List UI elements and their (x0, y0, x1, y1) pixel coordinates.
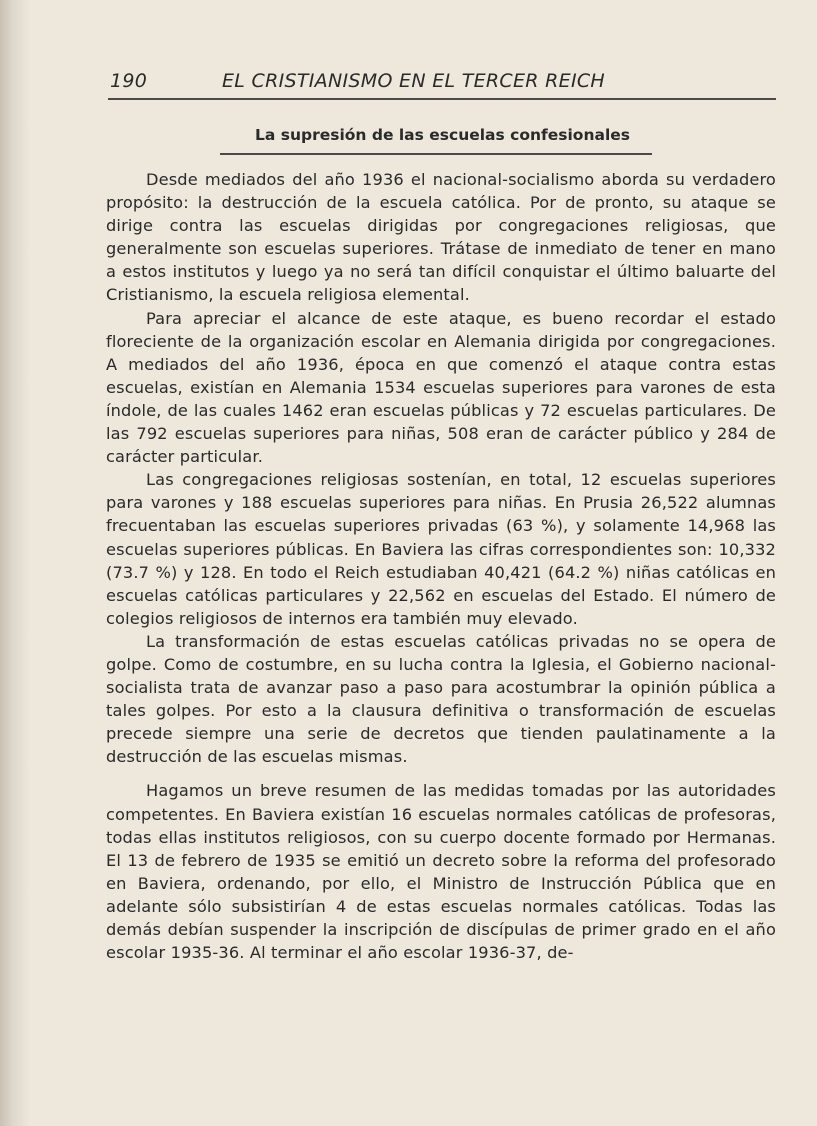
paragraph-1: Desde mediados del año 1936 el nacional-socialismo aborda su verdadero propósito: la destrucción de la escuela católica. Por de pronto, su ataque se dirige contra las escuelas dirigidas por congregaciones religiosas, que generalmente son escuelas superiores. Trátase de inmediato de tener en mano a estos institutos y luego ya no será tan difícil conquistar el último baluarte del Cristianismo, la escuela religiosa elemental. (106, 170, 776, 305)
paragraph-2: Para apreciar el alcance de este ataque, es bueno recordar el estado floreciente de la organización escolar en Alemania dirigida por congregaciones. A mediados del año 1936, época en que comenzó el ataque contra estas escuelas, existían en Alemania 1534 escuelas superiores para varones de esta índole, de las cuales 1462 eran escuelas públicas y 72 escuelas particulares. De las 792 escuelas superiores para niñas, 508 eran de carácter público y 284 de carácter particular. (106, 308, 776, 467)
paragraph-5: Hagamos un breve resumen de las medidas tomadas por las autoridades competentes. En Baviera existían 16 escuelas normales católicas de profesoras, todas ellas institutos religiosos, con su cuerpo docente formado por Hermanas. El 13 de febrero de 1935 se emitió un decreto sobre la reforma del profesorado en Baviera, ordenando, por ello, el Ministro de Instrucción Pública que en adelante sólo subsistirían 4 de estas escuelas normales católicas. Todas las demás debían suspender la inscripción de discípulas de primer grado en el año escolar 1935-36. Al terminar el año escolar 1936-37, de- (106, 781, 776, 963)
book-binding-shadow (0, 0, 30, 1126)
page-header (110, 70, 775, 94)
paragraph-4: La transformación de estas escuelas católicas privadas no se opera de golpe. Como de costumbre, en su lucha contra la Iglesia, el Gobierno nacional-socialista trata de avanzar paso a paso para acostumbrar la opinión pública a tales golpes. Por esto a la clausura definitiva o transformación de escuelas precede siempre una serie de decretos que tienden paulatinamente a la destrucción de las escuelas mismas. (106, 631, 776, 767)
page-number: 190 (110, 70, 148, 92)
header-rule (108, 98, 776, 100)
paragraph-3: Las congregaciones religiosas sostenían, en total, 12 escuelas superiores para varones y 188 escuelas superiores para niñas. En Prusia 26,522 alumnas frecuentaban las escuelas superiores privadas (63 %), y solamente 14,968 las escuelas superiores públicas. En Baviera las cifras correspondientes son: 10,332 (73.7 %) y 128. En todo el Reich estudiaban 40,421 (64.2 %) niñas católicas en escuelas católicas particulares y 22,562 en escuelas del Estado. El número de colegios religiosos de internos era también muy elevado. (106, 470, 776, 628)
section-title: La supresión de las escuelas confesionales (255, 126, 630, 144)
running-title: EL CRISTIANISMO EN EL TERCER REICH (222, 70, 606, 92)
title-underline (220, 153, 652, 155)
body-text (106, 168, 776, 964)
